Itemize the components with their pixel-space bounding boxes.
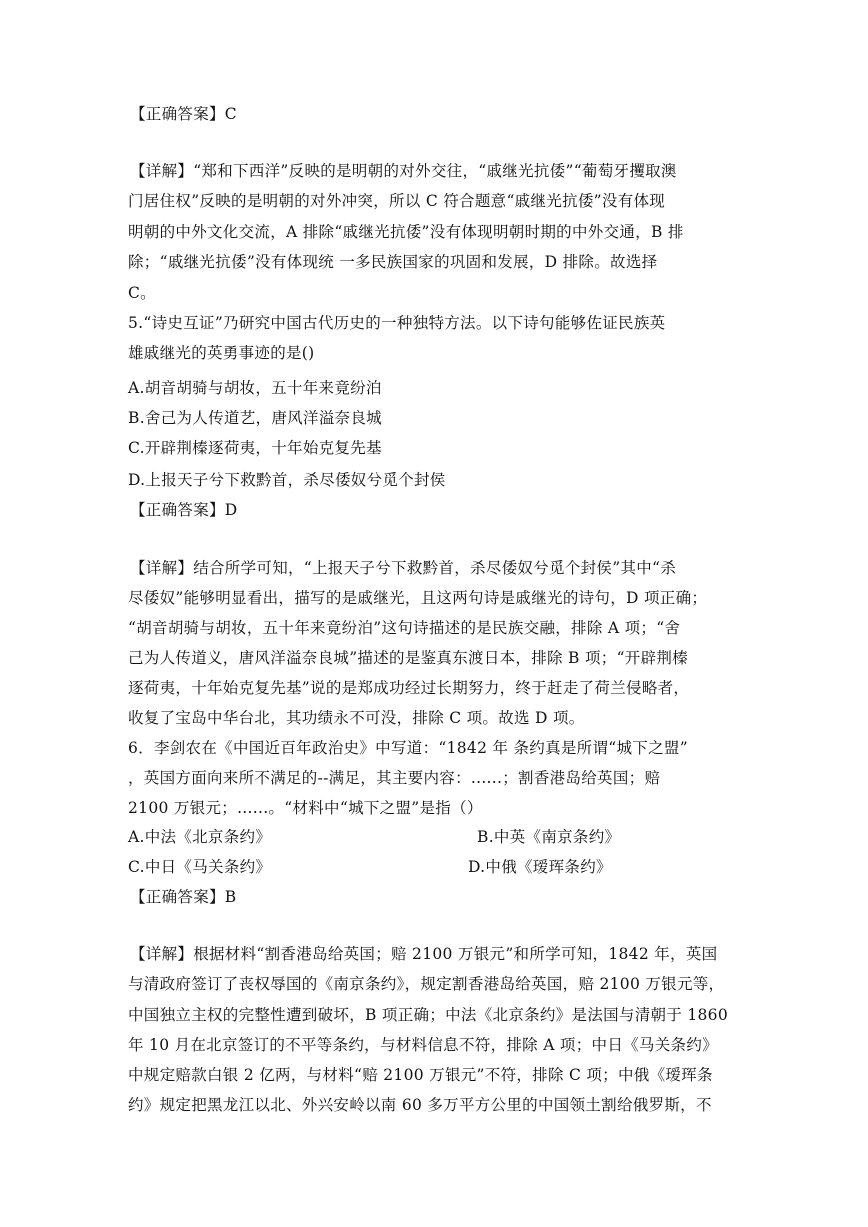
- explanation-q6-line-5: 中规定赔款白银 2 亿两，与材料“赔 2100 万银元”不符，排除 C 项；中俄《瑷珲条: [128, 1066, 713, 1084]
- option-q5-a: A.胡音胡骑与胡妆，五十年来竟纷泊: [128, 379, 382, 397]
- option-q6-c: C.中日《马关条约》: [128, 858, 272, 876]
- option-q6-d: D.中俄《瑷珲条约》: [468, 858, 612, 876]
- option-q5-c: C.开辟荆榛逐荷夷，十年始克复先基: [128, 439, 382, 457]
- explanation-q5-line-1: 【详解】结合所学可知，“上报天子兮下救黔首，杀尽倭奴兮觅个封侯”其中“杀: [130, 559, 677, 577]
- option-q5-b: B.舍己为人传道艺，唐风洋溢奈良城: [128, 409, 382, 427]
- explanation-q6-line-3: 中国独立主权的完整性遭到破坏，B 项正确；中法《北京条约》是法国与清朝于 1860: [128, 1006, 728, 1024]
- explanation-q4-line-1: 【详解】“郑和下西洋”反映的是明朝的对外交往，“戚继光抗倭”“葡萄牙攫取澳: [130, 162, 677, 180]
- question-6-line-3: 2100 万银元；......。“材料中“城下之盟”是指（）: [128, 799, 483, 817]
- explanation-q5-line-5: 逐荷夷，十年始克复先基”说的是郑成功经过长期努力，终于赶走了荷兰侵略者，: [128, 679, 690, 697]
- explanation-q5-line-6: 收复了宝岛中华台北，其功绩永不可没，排除 C 项。故选 D 项。: [128, 709, 585, 727]
- explanation-q4-line-2: 门居住权”反映的是明朝的对外冲突，所以 C 符合题意“戚继光抗倭”没有体现: [128, 192, 666, 210]
- explanation-q6-line-1: 【详解】根据材料“割香港岛给英国；赔 2100 万银元”和所学可知，1842 年，英国: [130, 945, 718, 963]
- option-q6-b: B.中英《南京条约》: [477, 828, 621, 846]
- explanation-q6-line-6: 约》规定把黑龙江以北、外兴安岭以南 60 多万平方公里的中国领土割给俄罗斯，不: [128, 1096, 712, 1114]
- question-5-line-2: 雄戚继光的英勇事迹的是(): [128, 344, 315, 362]
- explanation-q4-line-4: 除；“戚继光抗倭”没有体现统 一多民族国家的巩固和发展，D 排除。故选择: [128, 253, 658, 271]
- answer-label-q4: 【正确答案】C: [130, 105, 237, 123]
- explanation-q4-line-3: 明朝的中外文化交流，A 排除“戚继光抗倭”没有体现明朝时期的中外交通，B 排: [128, 223, 684, 241]
- answer-label-q5: 【正确答案】D: [130, 501, 238, 519]
- explanation-q5-line-2: 尽倭奴”能够明显看出，描写的是戚继光，且这两句诗是戚继光的诗句，D 项正确；: [128, 589, 708, 607]
- explanation-q4-line-5: C。: [128, 284, 156, 302]
- answer-label-q6: 【正确答案】B: [130, 888, 237, 906]
- explanation-q6-line-2: 与清政府签订了丧权辱国的《南京条约》，规定割香港岛给英国，赔 2100 万银元等，: [128, 975, 725, 993]
- explanation-q5-line-3: “胡音胡骑与胡妆，五十年来竟纷泊”这句诗描述的是民族交融，排除 A 项；“舍: [128, 619, 681, 637]
- option-q5-d: D.上报天子兮下救黔首，杀尽倭奴兮觅个封侯: [128, 471, 446, 489]
- question-6-line-1: 6．李剑农在《中国近百年政治史》中写道：“1842 年 条约真是所谓“城下之盟”: [128, 739, 688, 757]
- explanation-q6-line-4: 年 10 月在北京签订的不平等条约，与材料信息不符，排除 A 项；中日《马关条约》: [128, 1036, 718, 1054]
- question-6-line-2: ，英国方面向来所不满足的--满足，其主要内容：......；割香港岛给英国；赔: [128, 769, 661, 787]
- option-q6-a: A.中法《北京条约》: [128, 828, 272, 846]
- explanation-q5-line-4: 己为人传道义，唐风洋溢奈良城”描述的是鉴真东渡日本，排除 B 项；“开辟荆榛: [128, 649, 688, 667]
- question-5-line-1: 5.“诗史互证”乃研究中国古代历史的一种独特方法。以下诗句能够佐证民族英: [128, 314, 666, 332]
